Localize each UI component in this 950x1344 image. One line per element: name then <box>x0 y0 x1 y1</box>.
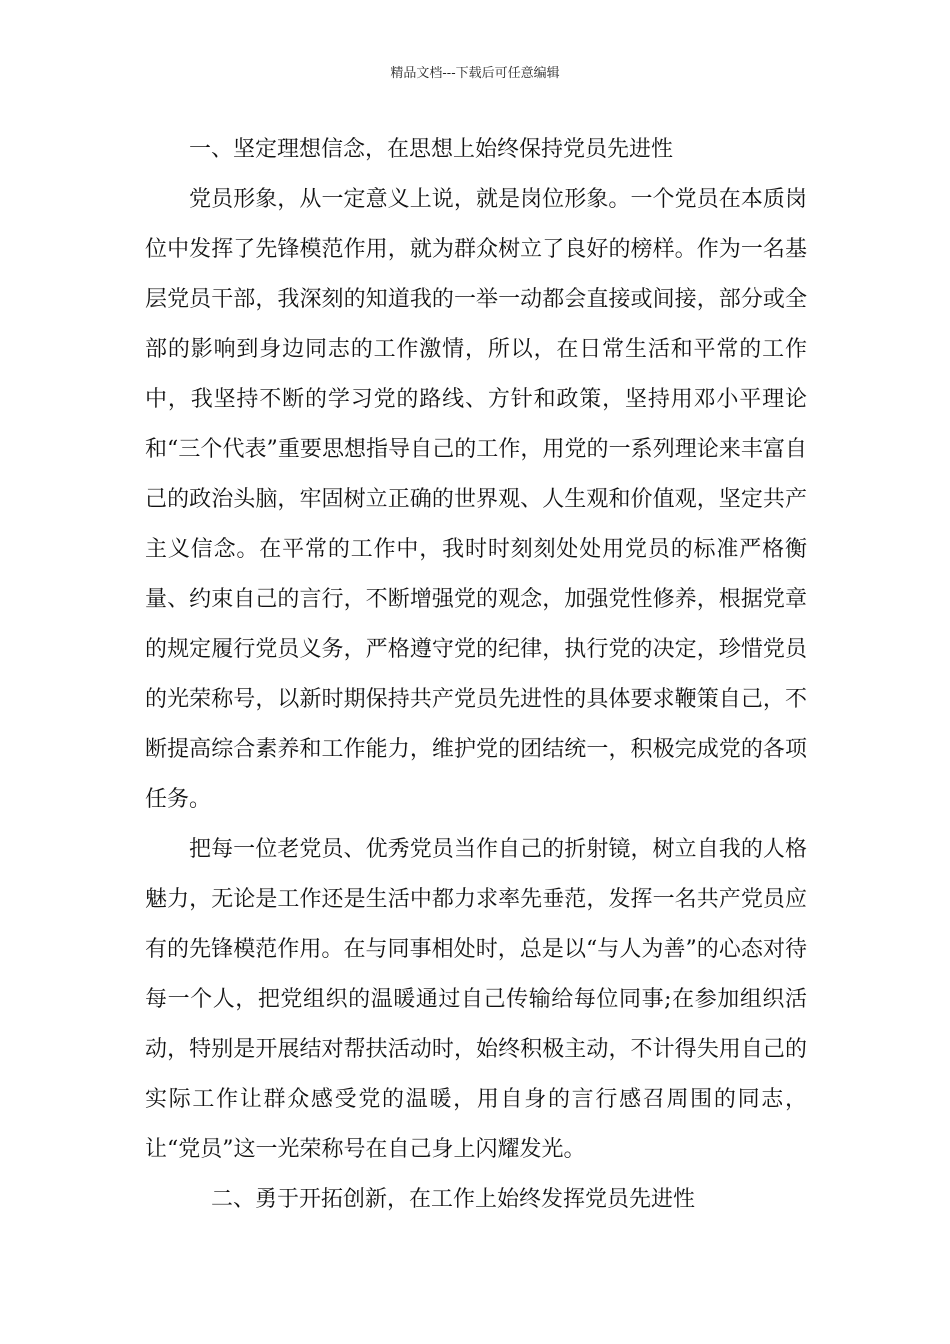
paragraph-2: 把每一位老党员、优秀党员当作自己的折射镜，树立自我的人格魅力，无论是工作还是生活中都力求率先垂范，发挥一名共产党员应有的先锋模范作用。在与同事相处时，总是以“与人为善”的心态对待每一个人，把党组织的温暖通过自己传输给每位同事;在参加组织活动，特别是开展结对帮扶活动时，始终积极主动，不计得失用自己的实际工作让群众感受党的温暖，用自身的言行感召周围的同志，让“党员”这一光荣称号在自己身上闪耀发光。 <box>145 837 807 1162</box>
page-header: 精品文档---下载后可任意编辑 <box>390 66 560 81</box>
document-body <box>145 125 807 1225</box>
paragraph-1: 党员形象，从一定意义上说，就是岗位形象。一个党员在本质岗位中发挥了先锋模范作用，就为群众树立了良好的榜样。作为一名基层党员干部，我深刻的知道我的一举一动都会直接或间接，部分或全部的影响到身边同志的工作激情，所以，在日常生活和平常的工作中，我坚持不断的学习党的路线、方针和政策，坚持用邓小平理论和“三个代表”重要思想指导自己的工作，用党的一系列理论来丰富自己的政治头脑，牢固树立正确的世界观、人生观和价值观，坚定共产主义信念。在平常的工作中，我时时刻刻处处用党员的标准严格衡量、约束自己的言行，不断增强党的观念，加强党性修养，根据党章的规定履行党员义务，严格遵守党的纪律，执行党的决定，珍惜党员的光荣称号，以新时期保持共产党员先进性的具体要求鞭策自己，不断提高综合素养和工作能力，维护党的团结统一，积极完成党的各项任务。 <box>145 187 807 812</box>
section-heading-2: 二、勇于开拓创新，在工作上始终发挥党员先进性 <box>211 1187 696 1212</box>
section-heading-1: 一、坚定理想信念，在思想上始终保持党员先进性 <box>189 137 674 162</box>
